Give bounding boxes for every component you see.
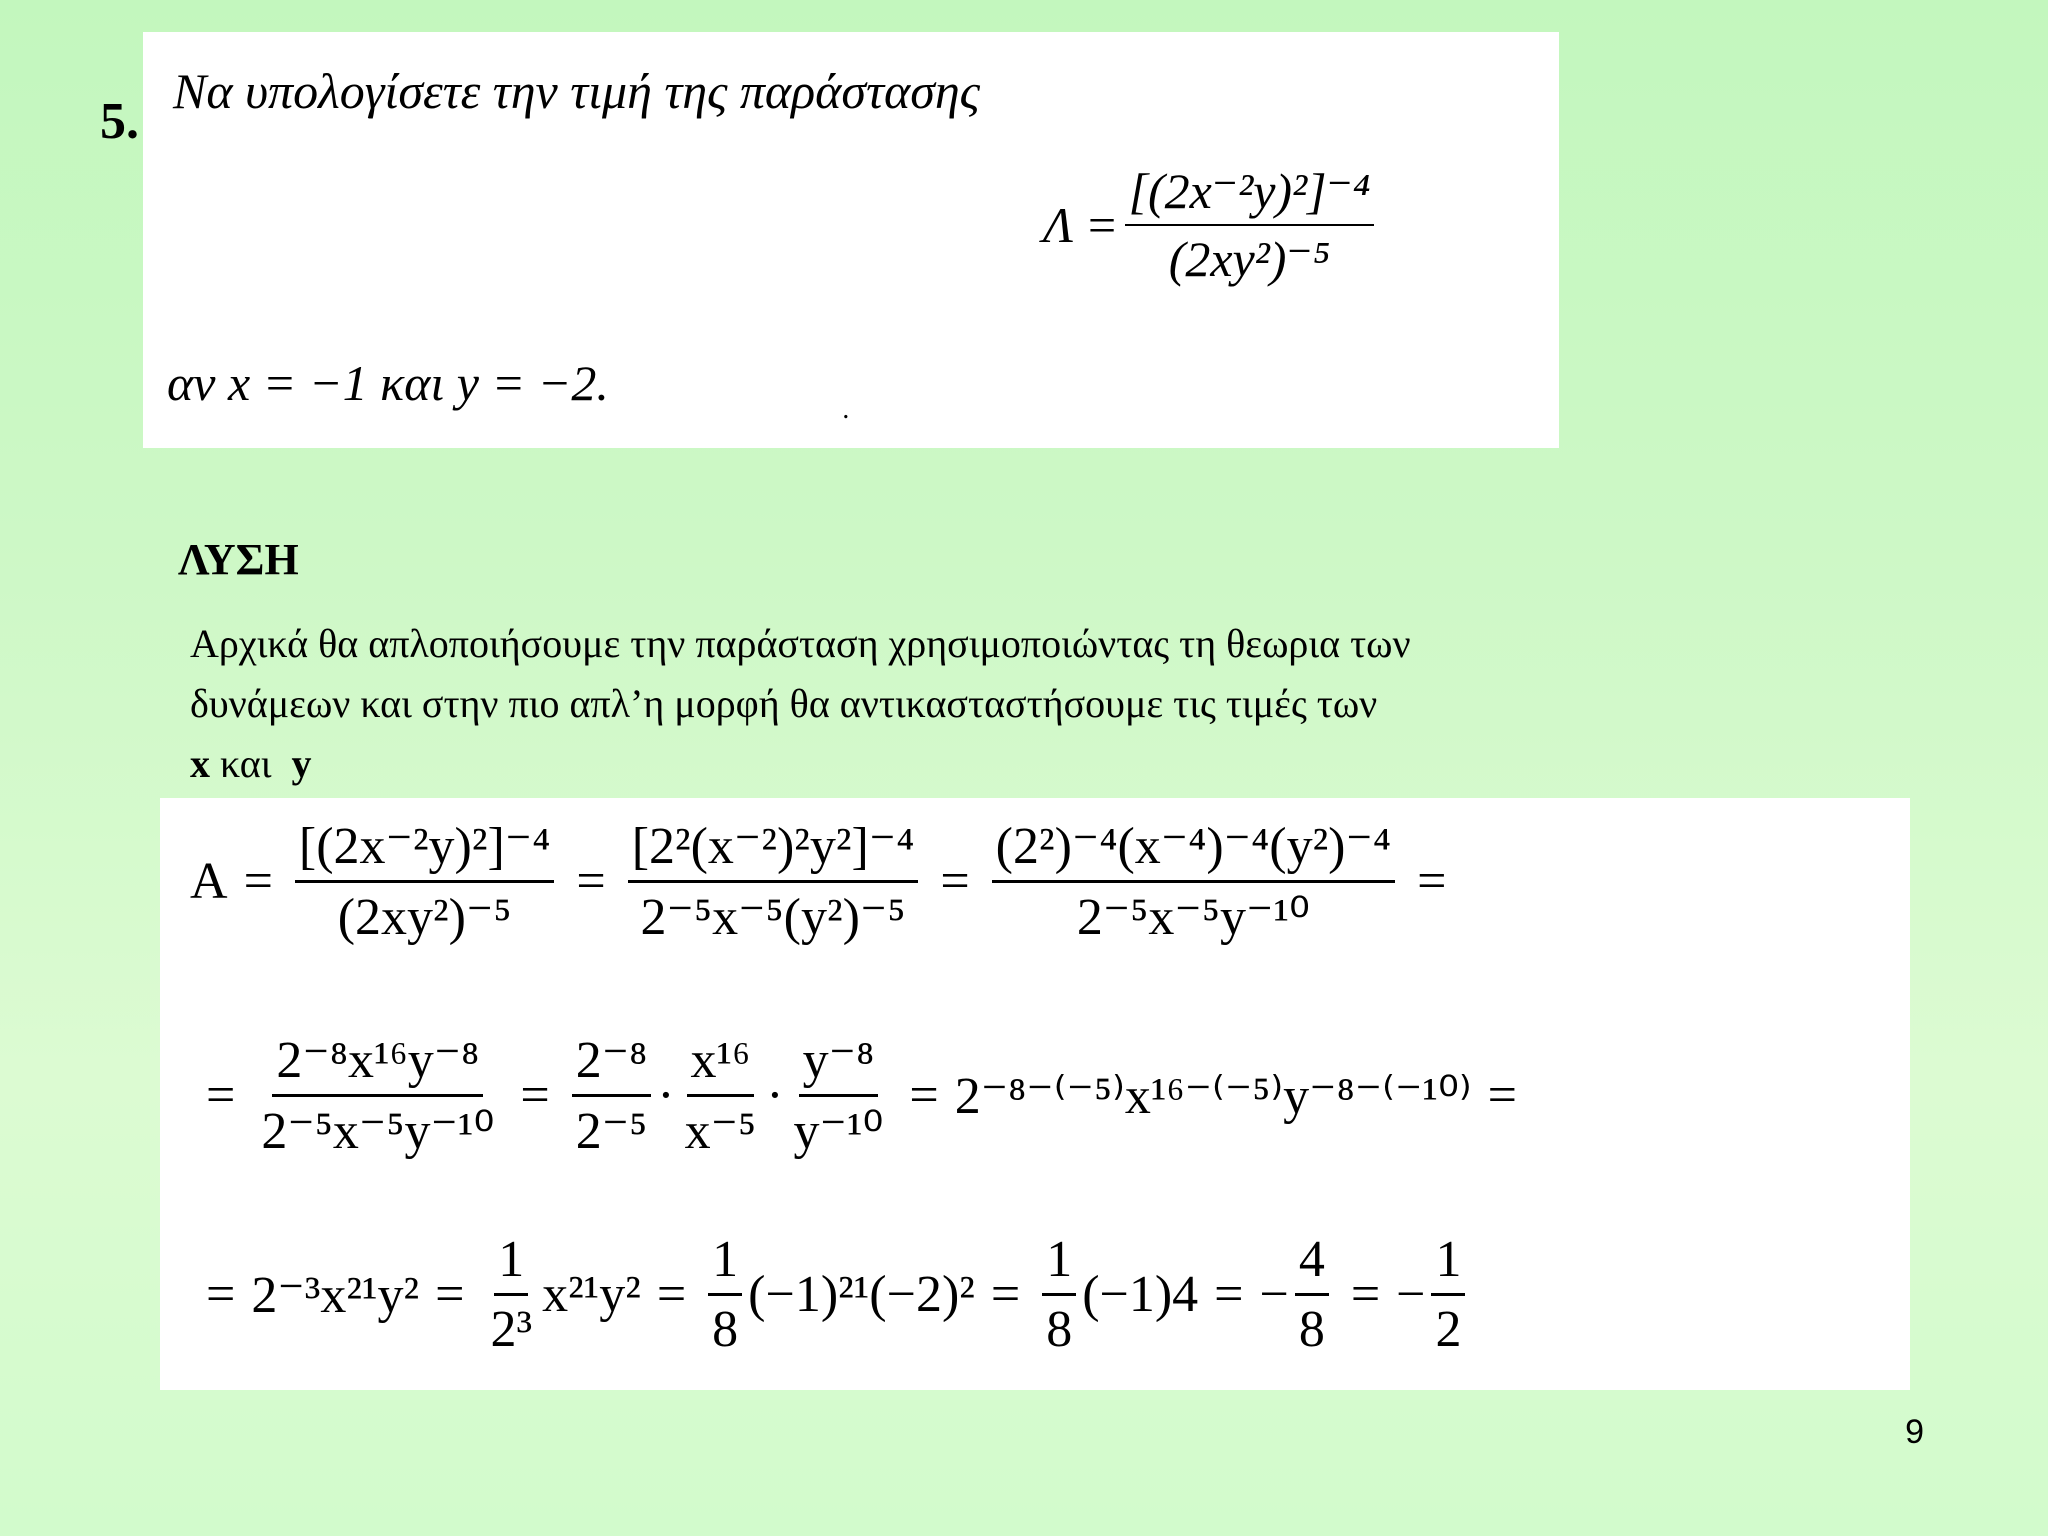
fraction-numerator: 1 [1431,1230,1465,1296]
variable-x: x [190,741,210,786]
variable-y: y [291,741,312,786]
fraction-denominator: 2³ [490,1301,533,1358]
equals-sign: = [576,853,606,910]
problem-statement: Να υπολογίσετε την τιμή της παράστασης [173,63,980,119]
fraction-denominator: y⁻¹⁰ [793,1103,884,1160]
problem-condition: αν x = −1 και y = −2. [167,355,609,411]
fraction-denominator: 8 [1046,1301,1073,1358]
fraction [992,816,1395,947]
fraction-numerator: 2⁻⁸x¹⁶y⁻⁸ [272,1030,483,1097]
equals-sign: = [1487,1067,1517,1124]
fraction-numerator: 2⁻⁸ [572,1030,652,1097]
fraction-denominator: (2xy²)⁻⁵ [337,889,512,946]
fraction-denominator: x⁻⁵ [684,1102,757,1160]
fraction [1431,1230,1465,1359]
fraction [708,1230,742,1359]
minus-sign: − [1396,1266,1426,1323]
fraction [628,816,919,947]
equals-sign: = [243,853,273,910]
fraction [681,1031,761,1161]
expression-term: 2⁻³x²¹y² [251,1266,420,1324]
solution-paragraph [190,614,1810,794]
fraction-denominator: 8 [1298,1301,1325,1358]
equals-sign: = [656,1266,687,1323]
fraction-denominator: 2 [1435,1301,1462,1358]
fraction-denominator: 2⁻⁵x⁻⁵y⁻¹⁰ [261,1103,495,1160]
equation-line-3 [190,1230,1471,1359]
equals-sign: = [940,853,970,910]
fraction-numerator: (2²)⁻⁴(x⁻⁴)⁻⁴(y²)⁻⁴ [992,816,1395,883]
expression-term: x²¹y² [542,1266,641,1323]
fraction-numerator: [2²(x⁻²)²y²]⁻⁴ [628,816,919,883]
fraction-numerator: x¹⁶ [687,1031,755,1097]
lambda-definition [1043,162,1380,288]
fraction-denominator: 2⁻⁵x⁻⁵y⁻¹⁰ [1076,889,1310,946]
lambda-denominator: (2xy²)⁻⁵ [1168,231,1331,287]
stray-mark: . [843,394,850,425]
equals-sign: = [909,1067,939,1124]
equation-line-1 [190,816,1462,947]
dot-operator: · [657,1067,675,1124]
fraction [1042,1230,1076,1359]
fraction-denominator: 2⁻⁵x⁻⁵(y²)⁻⁵ [640,889,906,946]
and-word: και [210,741,292,786]
fraction-numerator: 4 [1295,1230,1329,1296]
minus-sign: − [1259,1266,1289,1323]
fraction [486,1230,536,1359]
fraction-denominator: 8 [712,1301,739,1358]
lambda-lhs: Λ = [1043,197,1119,253]
solution-line-1: Αρχικά θα απλοποιήσουμε την παράσταση χρησιμοποιώντας τη θεωρια των [190,621,1411,666]
equals-sign: = [206,1067,236,1124]
equals-sign: = [1214,1266,1244,1323]
solution-heading: ΛΥΣΗ [178,535,299,584]
fraction [257,1030,498,1161]
lambda-fraction [1125,162,1375,288]
expression-term: (−1)4 [1082,1266,1199,1323]
problem-statement-box [143,32,1559,448]
equals-sign: = [1350,1266,1381,1323]
fraction-numerator: 1 [494,1230,528,1296]
fraction-numerator: [(2x⁻²y)²]⁻⁴ [295,816,554,883]
problem-number: 5. [100,93,139,150]
expression-term: 2⁻⁸⁻⁽⁻⁵⁾x¹⁶⁻⁽⁻⁵⁾y⁻⁸⁻⁽⁻¹⁰⁾ [954,1067,1472,1125]
equals-sign: = [520,1067,550,1124]
page-number: 9 [1905,1413,1924,1451]
fraction [790,1030,888,1161]
lambda-numerator: [(2x⁻²y)²]⁻⁴ [1125,162,1375,226]
dot-operator: · [766,1067,784,1124]
fraction-numerator: y⁻⁸ [799,1030,879,1097]
equals-sign: = [1417,853,1447,910]
equals-sign: = [435,1266,465,1323]
equals-sign: = [990,1266,1021,1323]
expression-term: (−1)²¹(−2)² [748,1266,975,1323]
equals-sign: = [206,1266,236,1323]
solution-line-2: δυνάμεων και στην πιο απλ’η μορφή θα αντικασταστήσουμε τις τιμές των [190,681,1378,726]
fraction-numerator: 1 [1042,1230,1076,1296]
fraction [572,1030,652,1161]
work-lhs: Α [190,853,228,910]
fraction-denominator: 2⁻⁵ [575,1103,648,1160]
fraction [1295,1230,1329,1359]
equation-line-2 [190,1030,1533,1161]
solution-line-3 [190,734,1810,794]
solution-work-box [160,798,1910,1390]
fraction-numerator: 1 [708,1230,742,1296]
fraction [295,816,554,947]
